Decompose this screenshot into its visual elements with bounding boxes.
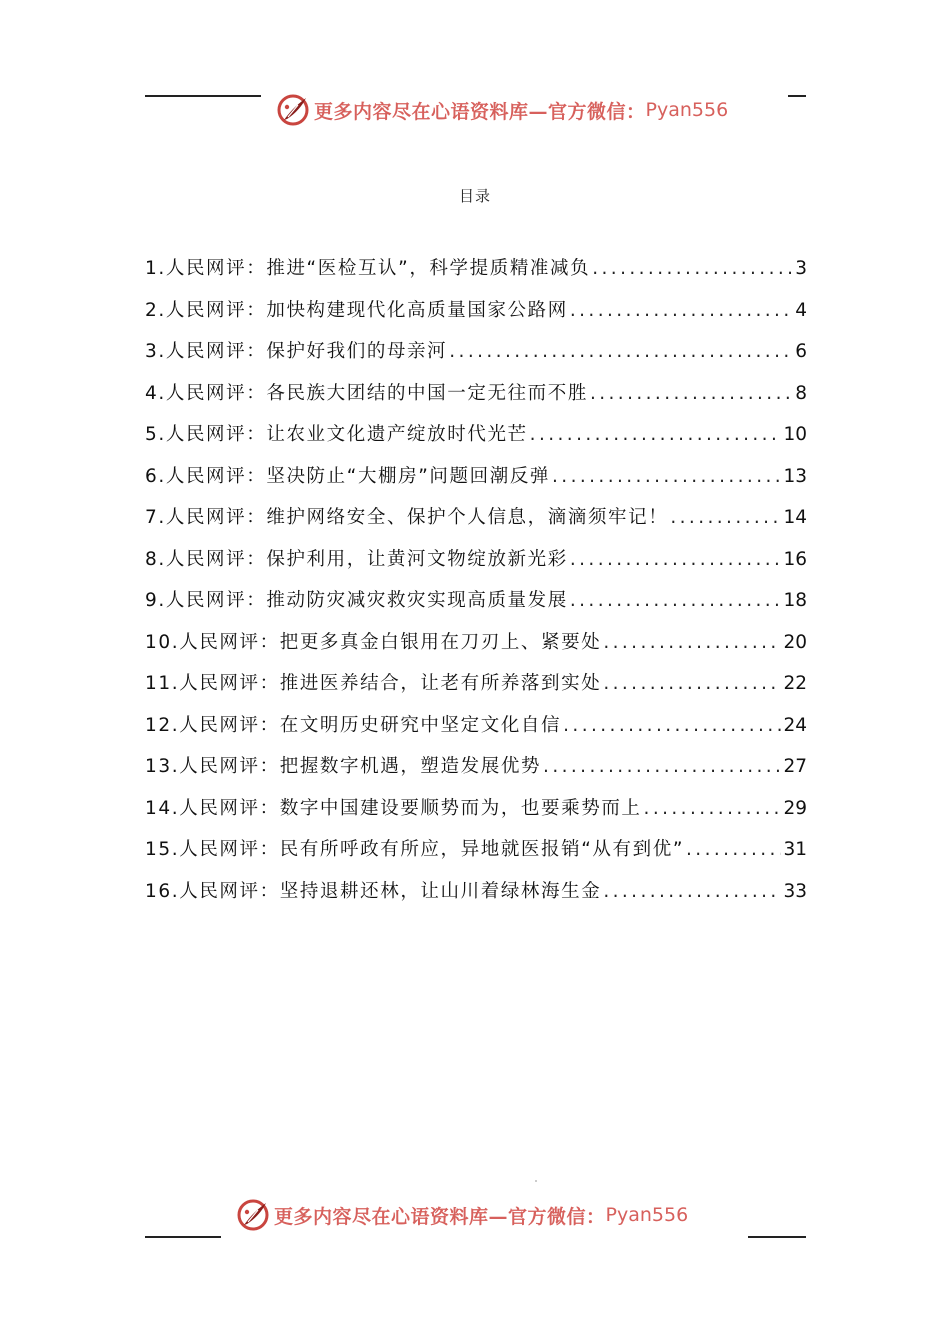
toc-entry-page: 33 xyxy=(783,880,807,902)
toc-entry-page: 18 xyxy=(783,590,807,611)
footer-wechat-id: Pyan556 xyxy=(605,1204,689,1226)
toc-entry-number: 8. xyxy=(145,548,166,570)
header-brand-text: 更多内容尽在心语资料库—官方微信： xyxy=(314,100,646,123)
header-banner xyxy=(276,93,728,127)
toc-entry-page: 6 xyxy=(795,341,807,362)
toc-leader-dots xyxy=(449,341,793,362)
toc-entry-title: 人民网评：保护好我们的母亲河 xyxy=(165,341,448,362)
toc-entry-number: 15. xyxy=(145,839,180,860)
toc-entry-number: 5. xyxy=(145,424,166,445)
toc-entry-number: 1. xyxy=(145,258,166,279)
toc-entry[interactable] xyxy=(145,586,807,628)
toc-entry-number: 7. xyxy=(145,507,166,528)
toc-entry-number: 11. xyxy=(145,673,180,694)
toc-entry-number: 14. xyxy=(145,797,180,819)
toc-entry-page: 13 xyxy=(783,465,807,487)
toc-leader-dots xyxy=(563,715,781,736)
toc-title: 目录 xyxy=(458,187,491,205)
header-rule-right xyxy=(788,95,806,97)
feather-pen-logo-icon xyxy=(276,93,310,127)
toc-entry[interactable] xyxy=(145,503,807,545)
toc-leader-dots xyxy=(570,590,782,611)
toc-leader-dots xyxy=(570,549,782,570)
toc-entry-page: 3 xyxy=(795,258,807,279)
toc-entry-title: 人民网评：坚决防止“大棚房”问题回潮反弹 xyxy=(165,465,551,487)
toc-entry-number: 10. xyxy=(145,631,180,653)
toc-entry[interactable] xyxy=(145,296,807,338)
toc-entry-number: 16. xyxy=(145,880,180,902)
header-wechat-id: Pyan556 xyxy=(645,99,729,121)
toc-entry-number: 13. xyxy=(145,756,180,777)
toc-leader-dots xyxy=(644,798,782,819)
footer-banner xyxy=(236,1198,688,1232)
toc-entry-title: 人民网评：数字中国建设要顺势而为，也要乘势而上 xyxy=(179,797,642,819)
toc-entry[interactable] xyxy=(145,379,807,421)
toc-entry-title: 人民网评：加快构建现代化高质量国家公路网 xyxy=(165,299,568,321)
toc-entry-title: 人民网评：推动防灾减灾救灾实现高质量发展 xyxy=(165,590,568,611)
toc-entry-page: 10 xyxy=(783,424,807,445)
toc-entry-title: 人民网评：把握数字机遇，塑造发展优势 xyxy=(179,756,542,777)
table-of-contents xyxy=(145,254,807,918)
toc-entry-number: 2. xyxy=(145,299,166,321)
toc-entry[interactable] xyxy=(145,420,807,462)
toc-entry[interactable] xyxy=(145,877,807,919)
footer-rule-left xyxy=(145,1236,221,1238)
toc-leader-dots xyxy=(530,424,782,445)
toc-entry[interactable] xyxy=(145,628,807,670)
toc-entry-number: 9. xyxy=(145,590,166,611)
toc-entry-page: 16 xyxy=(783,548,807,570)
toc-entry-page: 4 xyxy=(795,299,807,321)
toc-entry[interactable] xyxy=(145,711,807,753)
toc-entry-title: 人民网评：推进“医检互认”，科学提质精准减负 xyxy=(165,258,591,279)
toc-entry-number: 6. xyxy=(145,465,166,487)
toc-entry-page: 27 xyxy=(783,756,807,777)
toc-entry-title: 人民网评：坚持退耕还林，让山川着绿林海生金 xyxy=(179,880,602,902)
footer-dot-mark xyxy=(535,1180,537,1182)
toc-leader-dots xyxy=(552,466,781,487)
toc-entry-title: 人民网评：把更多真金白银用在刀刃上、紧要处 xyxy=(179,631,602,653)
toc-entry-page: 31 xyxy=(783,839,807,860)
toc-entry[interactable] xyxy=(145,669,807,711)
toc-entry-number: 4. xyxy=(145,382,166,404)
feather-pen-logo-icon xyxy=(236,1198,270,1232)
toc-entry[interactable] xyxy=(145,794,807,836)
toc-entry[interactable] xyxy=(145,337,807,379)
toc-leader-dots xyxy=(603,673,781,694)
toc-entry-title: 人民网评：民有所呼政有所应，异地就医报销“从有到优” xyxy=(179,839,685,860)
toc-entry[interactable] xyxy=(145,835,807,877)
toc-entry[interactable] xyxy=(145,254,807,296)
header-rule-left xyxy=(145,95,261,97)
footer-rule-right xyxy=(748,1236,806,1238)
toc-leader-dots xyxy=(603,632,781,653)
toc-entry-title: 人民网评：推进医养结合，让老有所养落到实处 xyxy=(179,673,602,694)
footer-brand-text: 更多内容尽在心语资料库—官方微信： xyxy=(274,1205,606,1228)
toc-entry-title: 人民网评：保护利用，让黄河文物绽放新光彩 xyxy=(165,548,568,570)
toc-entry-title: 人民网评：维护网络安全、保护个人信息，滴滴须牢记！ xyxy=(165,507,669,528)
toc-entry-number: 3. xyxy=(145,341,166,362)
toc-entry[interactable] xyxy=(145,752,807,794)
toc-leader-dots xyxy=(603,881,781,902)
toc-entry[interactable] xyxy=(145,462,807,504)
toc-leader-dots xyxy=(590,383,793,404)
toc-entry-title: 人民网评：在文明历史研究中坚定文化自信 xyxy=(179,714,562,736)
toc-entry-page: 24 xyxy=(783,714,807,736)
toc-entry[interactable] xyxy=(145,545,807,587)
toc-entry-page: 22 xyxy=(783,673,807,694)
toc-leader-dots xyxy=(570,300,793,321)
toc-entry-number: 12. xyxy=(145,714,180,736)
toc-entry-title: 人民网评：让农业文化遗产绽放时代光芒 xyxy=(165,424,528,445)
toc-leader-dots xyxy=(686,839,781,860)
toc-leader-dots xyxy=(670,507,781,528)
toc-leader-dots xyxy=(543,756,781,777)
toc-entry-page: 20 xyxy=(783,631,807,653)
toc-entry-page: 8 xyxy=(795,382,807,404)
toc-entry-page: 14 xyxy=(783,507,807,528)
toc-entry-page: 29 xyxy=(783,797,807,819)
toc-leader-dots xyxy=(592,258,793,279)
toc-entry-title: 人民网评：各民族大团结的中国一定无往而不胜 xyxy=(165,382,588,404)
